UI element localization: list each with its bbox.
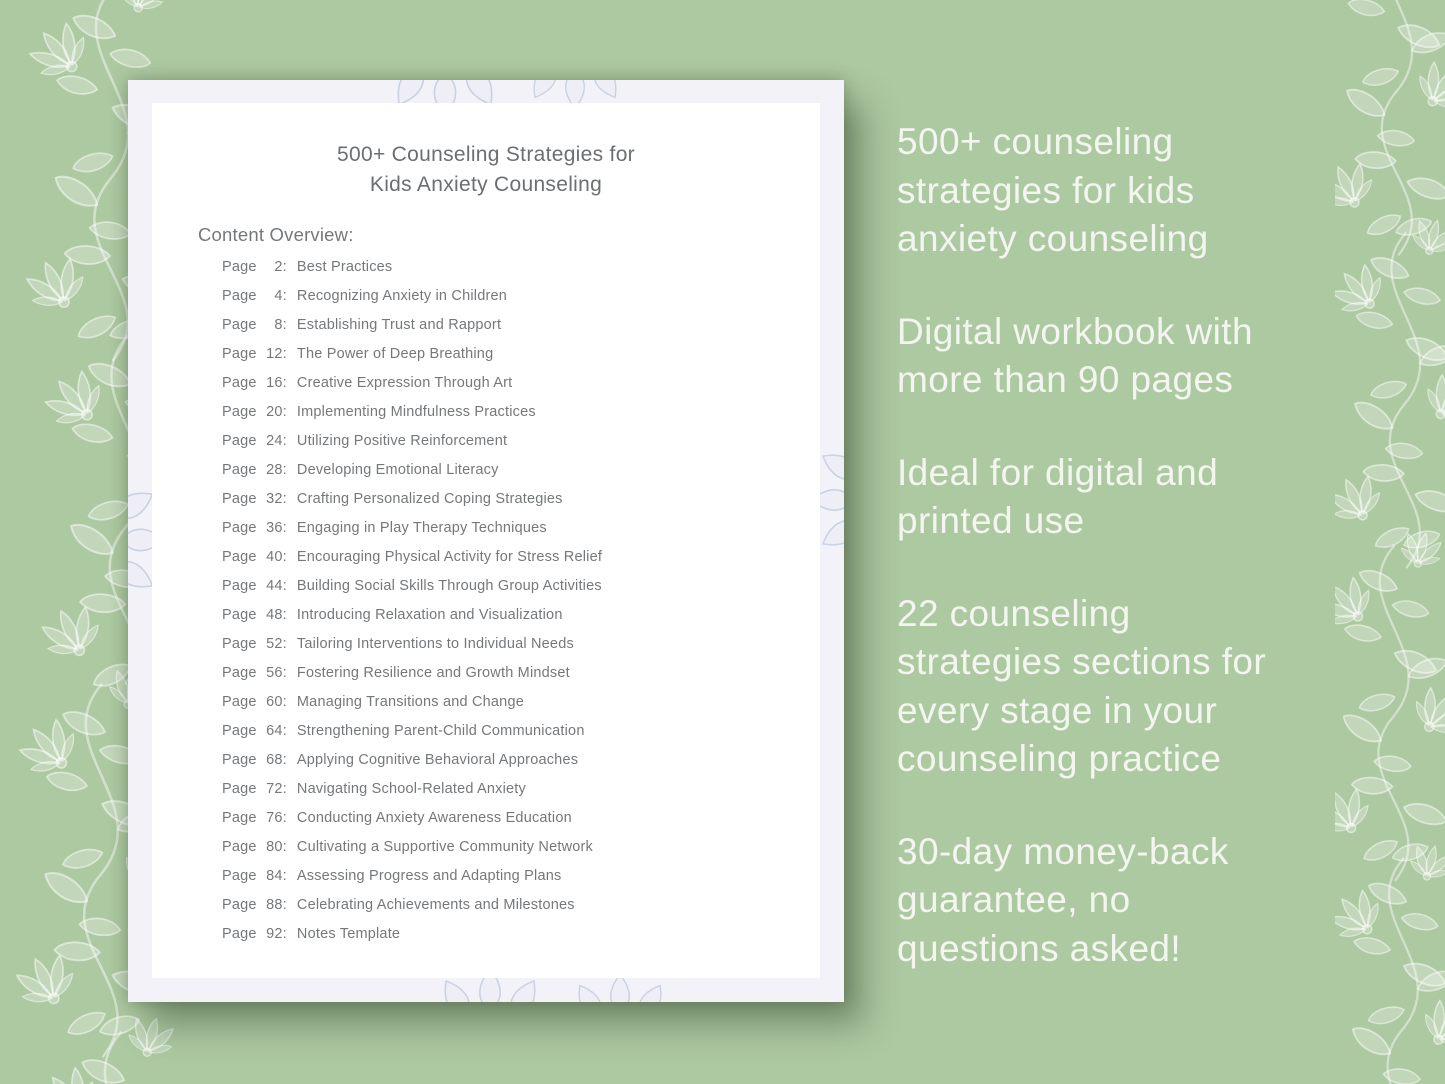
toc-entry [222, 398, 820, 427]
marketing-paragraph-sections [897, 590, 1345, 784]
toc-page-word: Page [222, 317, 257, 333]
marketing-line: strategies sections for [897, 641, 1267, 682]
toc-section-title: Encouraging Physical Activity for Stress Relief [296, 549, 603, 565]
toc-entry [222, 340, 820, 369]
toc-page-word: Page [222, 520, 257, 536]
toc-entry [222, 833, 820, 862]
toc-page-number: 88: [266, 897, 287, 913]
toc-page-number: 2: [274, 259, 287, 275]
marketing-paragraph-headline [897, 118, 1345, 264]
toc-page-word: Page [222, 491, 257, 507]
marketing-line: strategies for kids [897, 169, 1195, 211]
toc-section-title: Crafting Personalized Coping Strategies [296, 491, 563, 507]
toc-page-number: 28: [266, 462, 287, 478]
toc-entry [222, 891, 820, 920]
toc-page-word: Page [222, 346, 257, 362]
toc-entry [222, 369, 820, 398]
toc-section-title: Navigating School-Related Anxiety [296, 781, 526, 797]
toc-entry [222, 456, 820, 485]
toc-section-title: Best Practices [296, 259, 393, 275]
toc-page-word: Page [222, 462, 257, 478]
document-title-line-2: Kids Anxiety Counseling [369, 173, 603, 196]
toc-section-title: Creative Expression Through Art [296, 375, 513, 391]
toc-section-title: Assessing Progress and Adapting Plans [296, 868, 562, 884]
toc-page-number: 20: [266, 404, 287, 420]
toc-page-word: Page [222, 868, 257, 884]
toc-page-number: 76: [266, 810, 287, 826]
toc-page-word: Page [222, 578, 257, 594]
marketing-line: guarantee, no [897, 879, 1131, 920]
toc-page-word: Page [222, 259, 257, 275]
toc-page-word: Page [222, 694, 257, 710]
toc-page-word: Page [222, 839, 257, 855]
toc-page-number: 8: [274, 317, 287, 333]
toc-page-word: Page [222, 752, 257, 768]
marketing-line: Ideal for digital and [897, 451, 1219, 493]
toc-entry [222, 543, 820, 572]
toc-page-number: 60: [266, 694, 287, 710]
toc-section-title: Notes Template [296, 926, 401, 942]
document-title-line-1: 500+ Counseling Strategies for [337, 143, 635, 166]
toc-section-title: Strengthening Parent-Child Communication [296, 723, 585, 739]
toc-section-title: Establishing Trust and Rapport [296, 317, 502, 333]
toc-page-word: Page [222, 375, 257, 391]
toc-page-word: Page [222, 665, 257, 681]
marketing-copy [897, 118, 1345, 1017]
toc-page-number: 48: [266, 607, 287, 623]
toc-page-number: 68: [266, 752, 287, 768]
marketing-line: every stage in your [897, 689, 1218, 731]
toc-entry [222, 717, 820, 746]
toc-page-number: 80: [266, 839, 287, 855]
toc-page-number: 40: [266, 549, 287, 565]
toc-page-number: 84: [266, 868, 287, 884]
toc-entry [222, 572, 820, 601]
toc-page-number: 64: [266, 723, 287, 739]
toc-entry [222, 862, 820, 891]
toc-page-word: Page [222, 549, 257, 565]
toc-entry [222, 253, 820, 282]
toc-entry [222, 775, 820, 804]
toc-section-title: The Power of Deep Breathing [296, 346, 494, 362]
toc-entry [222, 804, 820, 833]
marketing-paragraph-guarantee [897, 828, 1345, 974]
toc-page-word: Page [222, 433, 257, 449]
toc-page-word: Page [222, 897, 257, 913]
marketing-line: more than 90 pages [897, 359, 1234, 400]
toc-section-title: Building Social Skills Through Group Activities [296, 578, 602, 594]
toc-section-title: Engaging in Play Therapy Techniques [296, 520, 547, 536]
toc-section-title: Celebrating Achievements and Milestones [296, 897, 575, 913]
toc-page-word: Page [222, 810, 257, 826]
toc-section-title: Recognizing Anxiety in Children [296, 288, 508, 304]
marketing-line: printed use [897, 500, 1085, 541]
toc-page-number: 56: [266, 665, 287, 681]
toc-entry [222, 514, 820, 543]
toc-page-number: 36: [266, 520, 287, 536]
toc-section-title: Fostering Resilience and Growth Mindset [296, 665, 570, 681]
toc-page-number: 32: [266, 491, 287, 507]
toc-page-number: 16: [266, 375, 287, 391]
toc-page-number: 92: [266, 926, 287, 942]
toc-page-word: Page [222, 607, 257, 623]
toc-section-title: Implementing Mindfulness Practices [296, 404, 536, 420]
workbook-cover-page [128, 80, 844, 1002]
toc-entry [222, 311, 820, 340]
toc-page-word: Page [222, 404, 257, 420]
toc-section-title: Introducing Relaxation and Visualization [296, 607, 563, 623]
toc-page-word: Page [222, 723, 257, 739]
toc-page-word: Page [222, 926, 257, 942]
toc-page-number: 44: [266, 578, 287, 594]
document-title [152, 103, 820, 200]
toc-entry [222, 630, 820, 659]
floral-vine-right-decoration [1335, 0, 1445, 1084]
toc-page-word: Page [222, 781, 257, 797]
toc-section-title: Tailoring Interventions to Individual Needs [296, 636, 574, 652]
toc-section-title: Utilizing Positive Reinforcement [296, 433, 508, 449]
toc-section-title: Cultivating a Supportive Community Network [296, 839, 594, 855]
content-overview-label: Content Overview: [198, 224, 354, 245]
toc-entry [222, 920, 820, 949]
marketing-paragraph-pages [897, 308, 1345, 405]
marketing-line: Digital workbook with [897, 310, 1253, 352]
marketing-paragraph-use [897, 449, 1345, 546]
marketing-line: 30-day money-back [897, 830, 1229, 872]
toc-section-title: Applying Cognitive Behavioral Approaches [296, 752, 579, 768]
toc-page-word: Page [222, 288, 257, 304]
toc-entry [222, 282, 820, 311]
toc-page-word: Page [222, 636, 257, 652]
marketing-line: questions asked! [897, 927, 1182, 969]
toc-entry [222, 688, 820, 717]
marketing-line: anxiety counseling [897, 218, 1209, 259]
marketing-line: 22 counseling [897, 592, 1131, 634]
toc-page-number: 52: [266, 636, 287, 652]
toc-section-title: Developing Emotional Literacy [296, 462, 499, 478]
marketing-line: 500+ counseling [897, 121, 1174, 162]
toc-entry [222, 485, 820, 514]
toc-page-number: 72: [266, 781, 287, 797]
marketing-line: counseling practice [897, 738, 1222, 779]
toc-page-number: 12: [266, 346, 287, 362]
toc-entry [222, 659, 820, 688]
toc-entry [222, 746, 820, 775]
toc-section-title: Managing Transitions and Change [296, 694, 524, 710]
toc-entry [222, 601, 820, 630]
toc-section-title: Conducting Anxiety Awareness Education [296, 810, 572, 826]
toc-entry [222, 427, 820, 456]
page-content [152, 103, 820, 978]
table-of-contents [222, 253, 820, 949]
toc-page-number: 4: [274, 288, 287, 304]
toc-page-number: 24: [266, 433, 287, 449]
